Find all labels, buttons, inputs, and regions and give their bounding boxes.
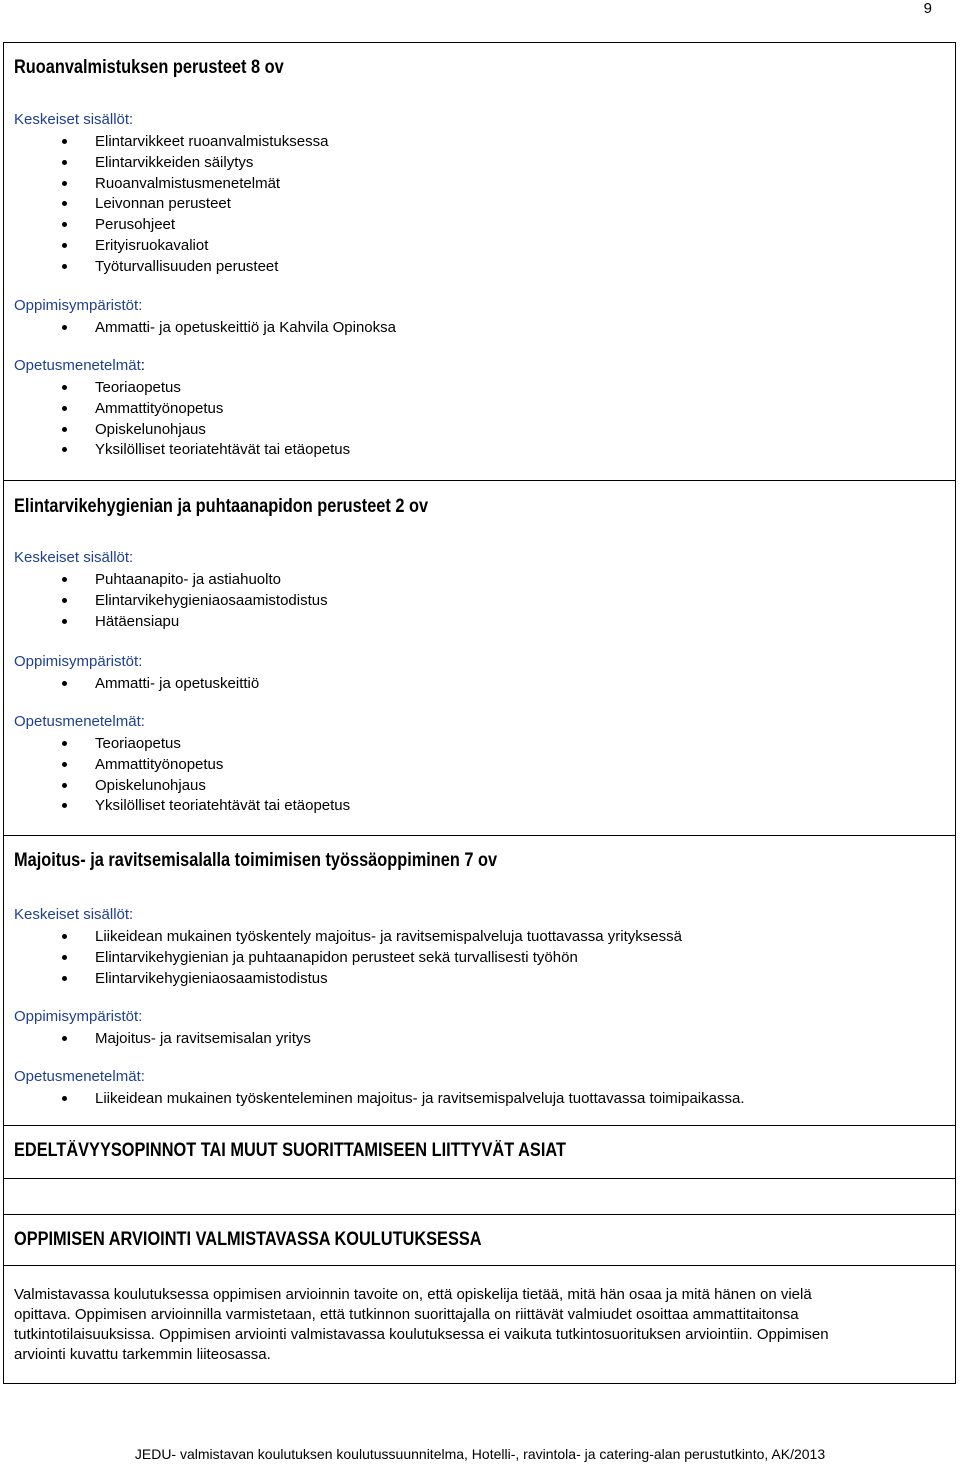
list-item: Liikeidean mukainen työskenteleminen majoitus- ja ravitsemispalveluja tuottavassa toimipaikassa. <box>14 1089 947 1110</box>
list-item: Elintarvikkeiden säilytys <box>14 153 947 174</box>
list-item: Ammattityönopetus <box>14 399 947 420</box>
section-ruoanvalmistus-body <box>14 110 947 278</box>
section-tyossaoppiminen <box>14 850 947 872</box>
methods-list <box>14 378 947 461</box>
content-list <box>14 927 947 989</box>
page-number: 9 <box>923 0 932 17</box>
paragraph-line: tutkintotilaisuuksissa. Oppimisen arviointi valmistavassa koulutuksessa ei vaikuta tutkintosuorituksen arviointiin. Oppimisen <box>14 1326 829 1343</box>
section-tyossaoppiminen-env <box>14 1007 947 1050</box>
methods-heading: Opetusmenetelmät: <box>14 1068 145 1085</box>
assessment-text <box>14 1285 947 1365</box>
list-item: Erityisruokavaliot <box>14 236 947 257</box>
divider <box>4 1214 955 1215</box>
content-heading: Keskeiset sisällöt: <box>14 549 134 566</box>
list-item: Leivonnan perusteet <box>14 194 947 215</box>
list-item: Yksilölliset teoriatehtävät tai etäopetus <box>14 796 947 817</box>
section-title: OPPIMISEN ARVIOINTI VALMISTAVASSA KOULUTUKSESSA <box>14 1229 482 1250</box>
divider <box>4 835 955 836</box>
list-item: Elintarvikehygieniaosaamistodistus <box>14 969 947 990</box>
list-item: Opiskelunohjaus <box>14 776 947 797</box>
methods-list <box>14 1089 947 1110</box>
list-item: Elintarvikehygienian ja puhtaanapidon perusteet sekä turvallisesti työhön <box>14 948 947 969</box>
page-footer: JEDU- valmistavan koulutuksen koulutussuunnitelma, Hotelli-, ravintola- ja catering-alan perustutkinto, AK/2013 <box>134 1446 826 1462</box>
paragraph-line: Valmistavassa koulutuksessa oppimisen arvioinnin tavoite on, että opiskelija tietää, mitä hän osaa ja mitä hänen on vielä <box>14 1286 812 1303</box>
env-heading: Oppimisympäristöt: <box>14 653 143 670</box>
document-frame <box>3 42 956 1384</box>
list-item: Elintarvikehygieniaosaamistodistus <box>14 591 947 612</box>
env-list <box>14 1029 947 1050</box>
content-list <box>14 132 947 278</box>
content-list <box>14 570 947 632</box>
list-item: Ammatti- ja opetuskeittiö ja Kahvila Opinoksa <box>14 318 947 339</box>
env-heading: Oppimisympäristöt: <box>14 297 143 314</box>
paragraph-line: arviointi kuvattu tarkemmin liiteosassa. <box>14 1346 271 1363</box>
paragraph-line: opittava. Oppimisen arvioinnilla varmistetaan, että tutkinnon suorittajalla on riittävät valmiudet osoittaa ammattitaitonsa <box>14 1306 799 1323</box>
list-item: Majoitus- ja ravitsemisalan yritys <box>14 1029 947 1050</box>
methods-heading: Opetusmenetelmät: <box>14 713 145 730</box>
env-list <box>14 318 947 339</box>
env-list <box>14 674 947 695</box>
section-ruoanvalmistus <box>14 57 947 79</box>
methods-heading: Opetusmenetelmät: <box>14 357 145 374</box>
section-title: Elintarvikehygienian ja puhtaanapidon perusteet 2 ov <box>14 496 429 517</box>
env-heading: Oppimisympäristöt: <box>14 1008 143 1025</box>
content-heading: Keskeiset sisällöt: <box>14 906 134 923</box>
section-title: EDELTÄVYYSOPINNOT TAI MUUT SUORITTAMISEEN LIITTYVÄT ASIAT <box>14 1140 566 1161</box>
list-item: Yksilölliset teoriatehtävät tai etäopetus <box>14 440 947 461</box>
section-title: Ruoanvalmistuksen perusteet 8 ov <box>14 57 284 78</box>
list-item: Teoriaopetus <box>14 734 947 755</box>
content-heading: Keskeiset sisällöt: <box>14 111 134 128</box>
list-item: Hätäensiapu <box>14 612 947 633</box>
methods-list <box>14 734 947 817</box>
section-tyossaoppiminen-body <box>14 905 947 989</box>
section-ruoanvalmistus-methods <box>14 356 947 461</box>
list-item: Perusohjeet <box>14 215 947 236</box>
section-assessment <box>14 1229 947 1251</box>
section-hygienia-env <box>14 652 947 695</box>
section-hygienia <box>14 496 947 518</box>
section-hygienia-methods <box>14 712 947 817</box>
section-hygienia-body <box>14 548 947 632</box>
list-item: Työturvallisuuden perusteet <box>14 257 947 278</box>
list-item: Ruoanvalmistusmenetelmät <box>14 174 947 195</box>
section-tyossaoppiminen-methods <box>14 1067 947 1110</box>
section-ruoanvalmistus-env <box>14 296 947 339</box>
list-item: Ammatti- ja opetuskeittiö <box>14 674 947 695</box>
divider <box>4 1178 955 1179</box>
list-item: Puhtaanapito- ja astiahuolto <box>14 570 947 591</box>
list-item: Ammattityönopetus <box>14 755 947 776</box>
list-item: Elintarvikkeet ruoanvalmistuksessa <box>14 132 947 153</box>
list-item: Liikeidean mukainen työskentely majoitus- ja ravitsemispalveluja tuottavassa yrityksessä <box>14 927 947 948</box>
divider <box>4 1265 955 1266</box>
section-prerequisites <box>14 1140 947 1162</box>
divider <box>4 480 955 481</box>
list-item: Teoriaopetus <box>14 378 947 399</box>
list-item: Opiskelunohjaus <box>14 420 947 441</box>
divider <box>4 1125 955 1126</box>
section-title: Majoitus- ja ravitsemisalalla toimimisen työssäoppiminen 7 ov <box>14 850 498 871</box>
